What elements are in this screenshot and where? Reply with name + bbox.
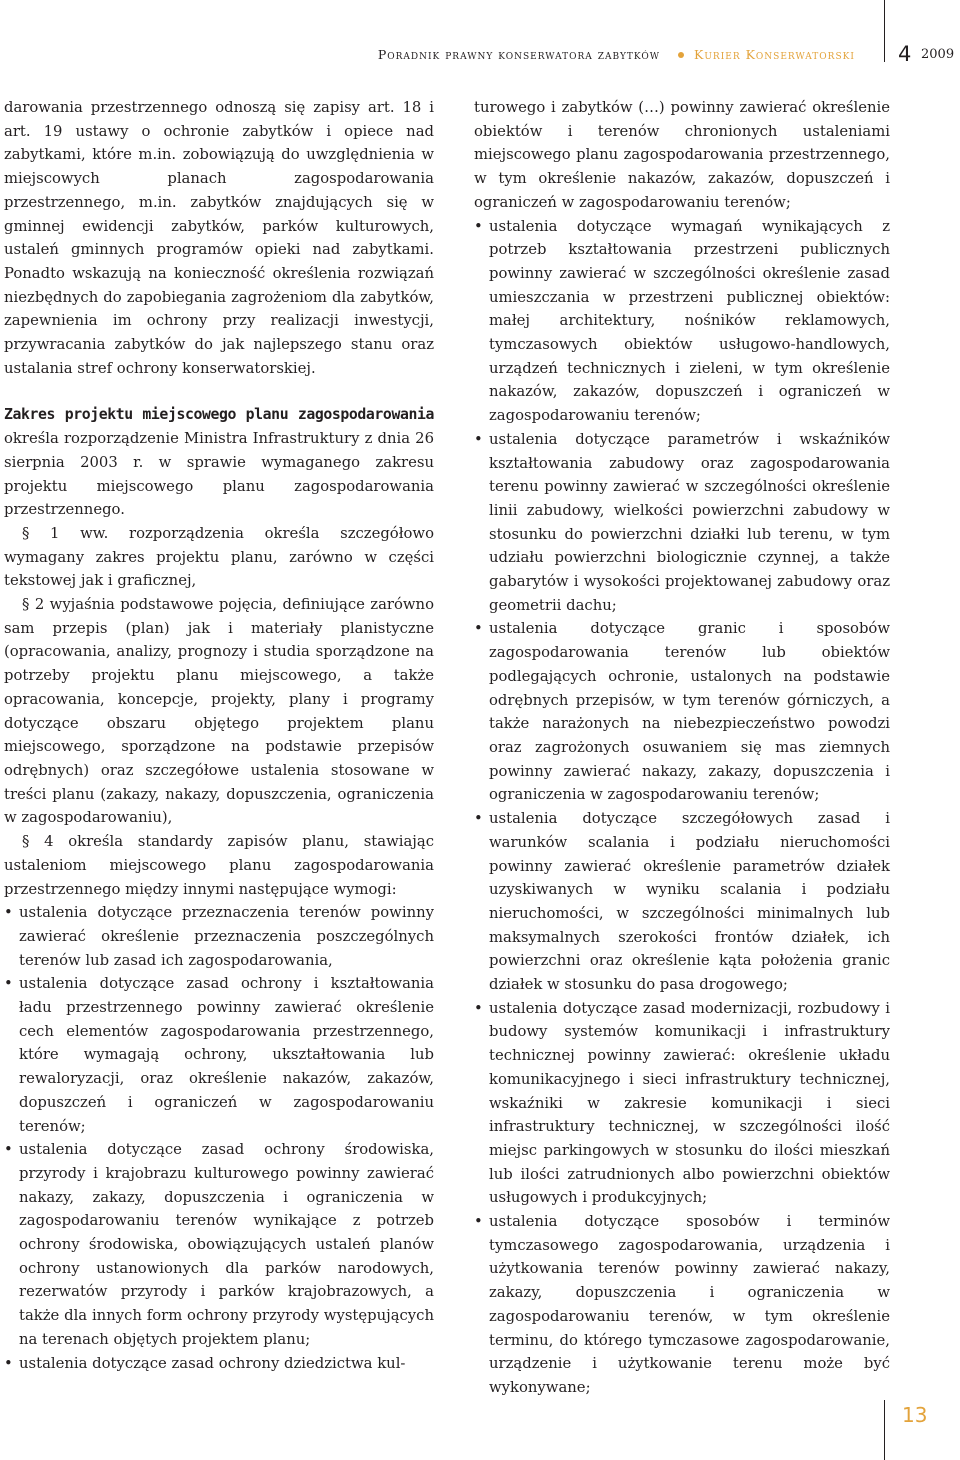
paragraph: § 2 wyjaśnia podstawowe pojęcia, definiujące zarówno sam przepis (plan) jak i materiały planistyczne (opracowania, analizy, prognozy i studia sporządzone na potrzeby projektu planu miejscowego, a także opracowania, koncepcje, projekty, plany i programy dotyczące obszaru objętego projektem planu miejscowego, sporządzone na podstawie przepisów odrębnych) oraz szczegółowe ustalenia stosowane w treści planu (zakazy, nakazy, dopuszczenia, ograniczenia w zagospodarowaniu), — [4, 596, 434, 827]
list-item: • ustalenia dotyczące zasad ochrony środowiska, przyrody i krajobrazu kulturowego powinny zawierać nakazy, zakazy, dopuszczenia i ograniczenia w zagospodarowaniu terenów wynikające z potrzeb ochrony środowiska, obowiązujących ustaleń planów ochrony ustanowionych dla parków narodowych, rezerwatów przyrody i parków krajobrazowych, a także dla innych form ochrony przyrody występujących na terenach objętych projektem planu; — [4, 1138, 434, 1351]
requirements-list — [474, 215, 890, 1400]
list-item: • ustalenia dotyczące granic i sposobów zagospodarowania terenów lub obiektów podlegających ochronie, ustalonych na podstawie odrębnych przepisów, w tym terenów górniczych, a także narażonych na niebezpieczeństwo powodzi oraz zagrożonych osuwaniem się mas ziemnych powinny zawierać nakazy, zakazy, dopuszczenia i ograniczenia w zagospodarowaniu terenów; — [474, 617, 890, 807]
footer-divider — [884, 1400, 885, 1460]
list-item: • ustalenia dotyczące zasad modernizacji, rozbudowy i budowy systemów komunikacji i infrastruktury technicznej powinny zawierać: określenie układu komunikacyjnego i sieci infrastruktury technicznej, wskaźniki w zakresie komunikacji i sieci infrastruktury technicznej, w szczególności ilość miejsc parkingowych w stosunku do ilości mieszkań lub ilości zatrudnionych albo powierzchni obiektów usługowych i produkcyjnych; — [474, 997, 890, 1210]
issue-year: 2009 — [921, 47, 955, 62]
paragraph: § 1 ww. rozporządzenia określa szczegółowo wymagany zakres projektu planu, zarówno w części tekstowej jak i graficznej, — [4, 524, 434, 590]
requirements-list — [4, 901, 434, 1375]
paragraph: darowania przestrzennego odnoszą się zapisy art. 18 i art. 19 ustawy o ochronie zabytków i opiece nad zabytkami, które m.in. zobowiązują do uwzględnienia w miejscowych planach zagospodarowania przestrzennego, m.in. zabytków znajdujących się w gminnej ewidencji zabytków, parków kulturowych, ustaleń gminnych programów opieki nad zabytkami. Ponadto wskazują na konieczność określenia rozwiązań niezbędnych do zapobiegania zagrożeniom dla zabytków, zapewnienia im ochrony przy realizacji inwestycji, przywracania zabytków do jak najlepszego stanu oraz ustalania stref ochrony konserwatorskiej. — [4, 99, 434, 377]
page-header — [0, 0, 960, 80]
list-item: • ustalenia dotyczące wymagań wynikających z potrzeb kształtowania przestrzeni publicznych powinny zawierać w szczególności określenie zasad umieszczania w przestrzeni publicznej obiektów: małej architektury, nośników reklamowych, tymczasowych obiektów usługowo-handlowych, urządzeń technicznych i zieleni, w tym określenie nakazów, zakazów, dopuszczeń i ograniczeń w zagospodarowaniu terenów; — [474, 215, 890, 428]
section-heading: Zakres projektu miejscowego planu zagospodarowania — [4, 406, 434, 424]
section-heading-paragraph — [4, 403, 434, 522]
list-item: • ustalenia dotyczące szczegółowych zasad i warunków scalania i podziału nieruchomości powinny zawierać określenie parametrów działek uzyskiwanych w wyniku scalania i podziału nieruchomości, w szczególności minimalnych lub maksymalnych szerokości frontów działek, ich powierzchni oraz określenie kąta położenia granic działek w stosunku do pasa drogowego; — [474, 807, 890, 997]
list-item: • ustalenia dotyczące sposobów i terminów tymczasowego zagospodarowania, urządzenia i użytkowania terenów powinny zawierać nakazy, zakazy, dopuszczenia i ograniczenia w zagospodarowaniu terenów, w tym określenie terminu, do którego tymczasowe zagospodarowanie, urządzenie i użytkowanie terenu może być wykonywane; — [474, 1210, 890, 1400]
right-column — [474, 96, 890, 1400]
separator-dot-icon — [678, 52, 684, 58]
list-item: • ustalenia dotyczące przeznaczenia terenów powinny zawierać określenie przeznaczenia poszczególnych terenów lub zasad ich zagospodarowania, — [4, 901, 434, 972]
issue-number: 4 — [898, 42, 912, 66]
paragraph: turowego i zabytków (…) powinny zawierać określenie obiektów i terenów chronionych ustaleniami miejscowego planu zagospodarowania przestrzennego, w tym określenie nakazów, zakazów, dopuszczeń i ograniczeń w zagospodarowaniu terenów; — [474, 99, 890, 211]
journal-title: Poradnik prawny konserwatora zabytków — [377, 47, 660, 62]
section-heading-text: określa rozporządzenie Ministra Infrastruktury z dnia 26 sierpnia 2003 r. w sprawie wymaganego zakresu projektu miejscowego planu zagospodarowania przestrzennego. — [4, 430, 434, 519]
header-divider — [884, 0, 885, 62]
list-item: • ustalenia dotyczące parametrów i wskaźników kształtowania zabudowy oraz zagospodarowania terenu powinny zawierać w szczególności określenie linii zabudowy, wielkości powierzchni zabudowy w stosunku do powierzchni działki lub terenu, w tym udziału powierzchni biologicznie czynnej, a także gabarytów i wysokości projektowanej zabudowy oraz geometrii dachu; — [474, 428, 890, 618]
list-item: • ustalenia dotyczące zasad ochrony dziedzictwa kul- — [4, 1352, 434, 1376]
page-number: 13 — [902, 1403, 928, 1427]
list-item: • ustalenia dotyczące zasad ochrony i kształtowania ładu przestrzennego powinny zawierać określenie cech elementów zagospodarowania przestrzennego, które wymagają ochrony, ukształtowania lub rewaloryzacji, oraz określenie nakazów, zakazów, dopuszczeń i ograniczeń w zagospodarowaniu terenów; — [4, 972, 434, 1138]
left-column — [4, 96, 434, 1375]
section-title: Kurier Konserwatorski — [694, 47, 855, 62]
paragraph: § 4 określa standardy zapisów planu, stawiając ustaleniom miejscowego planu zagospodarowania przestrzennego między innymi następujące wymogi: — [4, 833, 434, 898]
